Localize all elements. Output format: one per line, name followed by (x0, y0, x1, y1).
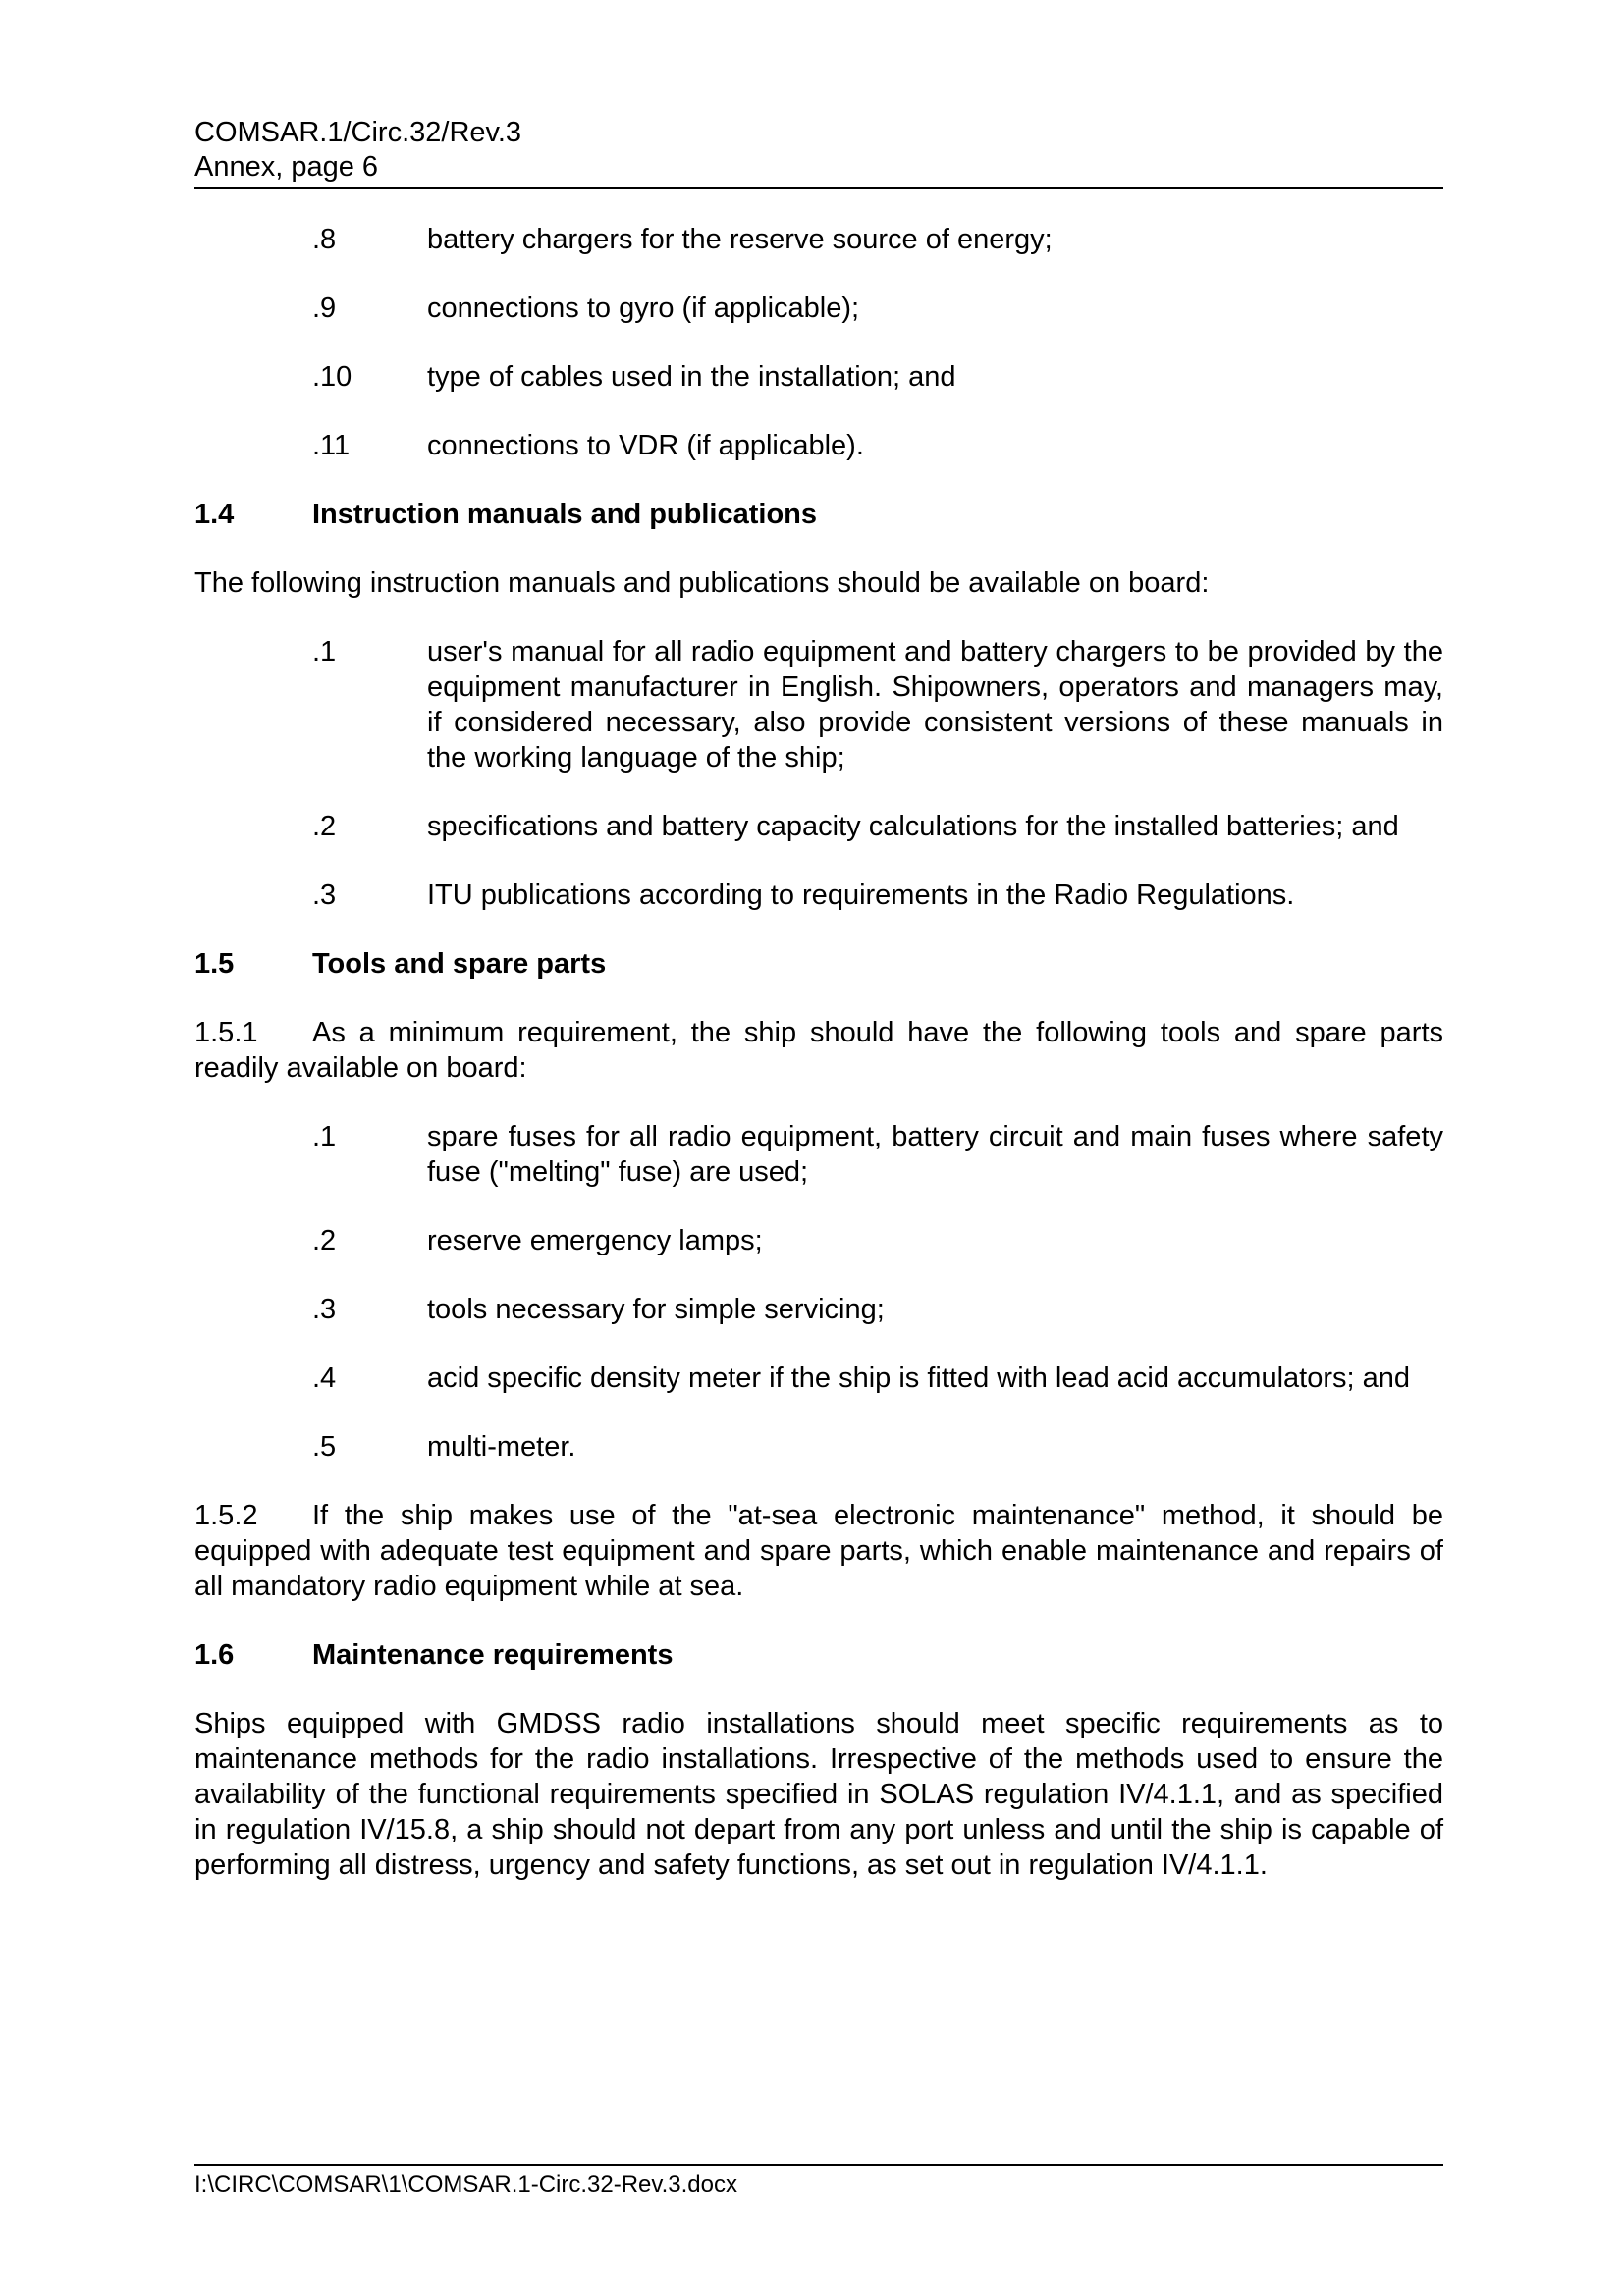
list-item-number: .2 (312, 1225, 337, 1256)
list-item-number: .9 (312, 293, 337, 324)
section-number: 1.4 (194, 499, 235, 530)
section-heading-1-5 (194, 946, 1443, 982)
list-item-text: user's manual for all radio equipment and battery chargers to be provided by the equipment manufacturer in English. Shipowners, operators and managers may, if considered necessary, also provide consistent versions of these manuals in the working language of the ship; (427, 636, 1443, 774)
document-reference: COMSAR.1/Circ.32/Rev.3 (194, 117, 522, 148)
list-item-number: .3 (312, 1294, 337, 1325)
list-item-text: connections to VDR (if applicable). (427, 430, 864, 461)
paragraph-number: 1.5.1 (194, 1017, 258, 1048)
list-item (194, 359, 1443, 395)
list-item (194, 634, 1443, 775)
list-item-text: reserve emergency lamps; (427, 1225, 763, 1256)
list-item-text: battery chargers for the reserve source of energy; (427, 224, 1053, 255)
paragraph-number: 1.5.2 (194, 1500, 258, 1531)
section-heading-1-4 (194, 497, 1443, 532)
header-divider (194, 187, 1443, 189)
list-item-text: type of cables used in the installation; and (427, 361, 956, 393)
list-item (194, 1292, 1443, 1327)
list-item-number: .2 (312, 811, 337, 842)
list-item (194, 428, 1443, 463)
list-item (194, 291, 1443, 326)
footer-divider (194, 2164, 1443, 2166)
list-item-text: tools necessary for simple servicing; (427, 1294, 885, 1325)
section-title: Tools and spare parts (312, 948, 607, 980)
list-item (194, 1119, 1443, 1190)
section-number: 1.5 (194, 948, 235, 980)
paragraph-text: If the ship makes use of the "at-sea electronic maintenance" method, it should be equipped with adequate test equipment and spare parts, which enable maintenance and repairs of all mandatory radio equipment while at sea. (194, 1500, 1443, 1602)
paragraph-1-5-1 (194, 1015, 1443, 1086)
list-item-text: connections to gyro (if applicable); (427, 293, 860, 324)
list-item-text: acid specific density meter if the ship is fitted with lead acid accumulators; and (427, 1362, 1410, 1394)
list-item-number: .11 (312, 430, 351, 461)
page-label: Annex, page 6 (194, 151, 379, 183)
list-item (194, 1223, 1443, 1258)
list-item-number: .3 (312, 880, 337, 911)
section-heading-1-6 (194, 1637, 1443, 1673)
page-content (194, 222, 1443, 1916)
section-number: 1.6 (194, 1639, 235, 1671)
paragraph-1-5-2 (194, 1498, 1443, 1604)
list-item-text: ITU publications according to requirements in the Radio Regulations. (427, 880, 1295, 911)
list-item-number: .1 (312, 636, 337, 667)
list-item-text: specifications and battery capacity calculations for the installed batteries; and (427, 811, 1399, 842)
section-title: Maintenance requirements (312, 1639, 674, 1671)
section-intro: The following instruction manuals and publications should be available on board: (194, 567, 1210, 599)
footer-file-path: I:\CIRC\COMSAR\1\COMSAR.1-Circ.32-Rev.3.docx (194, 2171, 737, 2198)
list-item (194, 222, 1443, 257)
list-item (194, 1361, 1443, 1396)
list-item (194, 1429, 1443, 1465)
section-title: Instruction manuals and publications (312, 499, 817, 530)
list-item (194, 878, 1443, 913)
list-item (194, 809, 1443, 844)
list-item-number: .8 (312, 224, 337, 255)
list-item-number: .5 (312, 1431, 337, 1463)
paragraph-text: As a minimum requirement, the ship should have the following tools and spare parts readily available on board: (194, 1017, 1443, 1084)
list-item-number: .4 (312, 1362, 337, 1394)
list-item-text: multi-meter. (427, 1431, 576, 1463)
paragraph-1-6: Ships equipped with GMDSS radio installations should meet specific requirements as to maintenance methods for the radio installations. Irrespective of the methods used to ensure the availability of the functional requirements specified in SOLAS regulation IV/4.1.1, and as specified in regulation IV/15.8, a ship should not depart from any port unless and until the ship is capable of performing all distress, urgency and safety functions, as set out in regulation IV/4.1.1. (194, 1708, 1443, 1881)
list-item-number: .10 (312, 361, 352, 393)
list-item-number: .1 (312, 1121, 337, 1152)
list-item-text: spare fuses for all radio equipment, battery circuit and main fuses where safety fuse ("melting" fuse) are used; (427, 1121, 1443, 1188)
page-header (194, 116, 1443, 185)
